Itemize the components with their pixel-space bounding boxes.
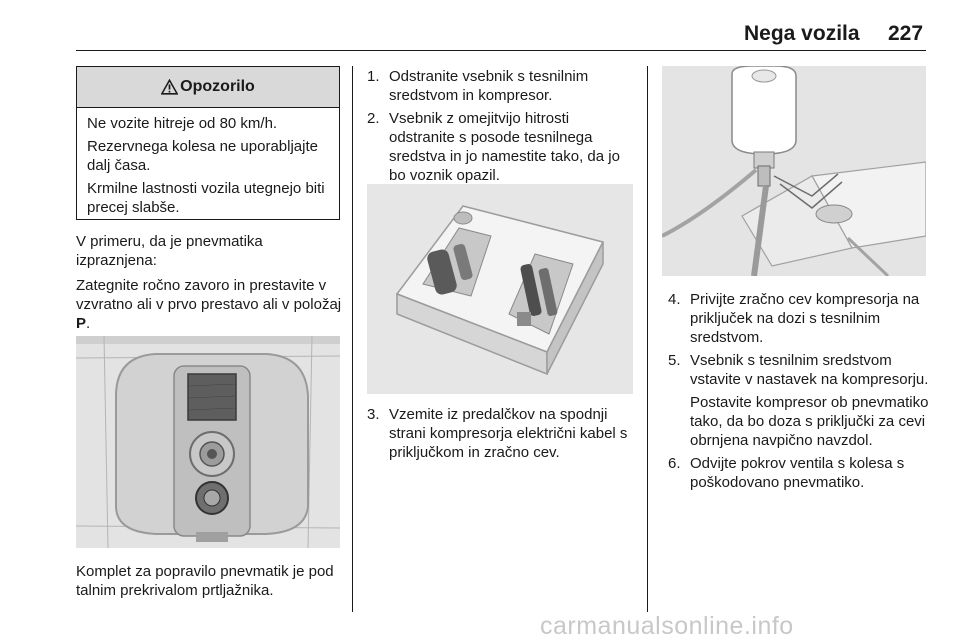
warning-box	[76, 66, 340, 220]
column-divider-right	[647, 66, 648, 612]
page-number: 227	[888, 22, 924, 45]
warning-line: Ne vozite hitreje od 80 km/h.	[87, 115, 278, 132]
warning-header	[77, 67, 339, 108]
list-item: 4. Privijte zračno cev kompresorja na priključek na dozi s tesnilnim sredstvom.	[668, 291, 920, 346]
list-item-note: Postavite kompresor ob pnevmatiko tako, da bo doza s priključki za cevi obrnjena navpično navzdol.	[690, 394, 929, 449]
list-item: 6. Odvijte pokrov ventila s kolesa s poškodovano pnevmatiko.	[668, 455, 905, 491]
column-divider-left	[352, 66, 353, 612]
list-item: 1. Odstranite vsebnik s tesnilnim sredstvom in kompresor.	[367, 68, 589, 104]
steps-list-top	[367, 67, 637, 189]
warning-body	[77, 108, 339, 217]
warning-title: Opozorilo	[180, 78, 255, 95]
list-item: 3. Vzemite iz predalčkov na spodnji strani kompresorja električni kabel s priključkom in zračno cev.	[367, 406, 628, 461]
paragraph-handbrake: Zategnite ročno zavoro in prestavite v vzvratno ali v prvo prestavo ali v položaj P.	[76, 277, 342, 332]
gear-position-p: P	[76, 315, 87, 332]
warning-line: Rezervnega kolesa ne uporabljajte dalj časa.	[87, 138, 318, 174]
list-item: 5. Vsebnik s tesnilnim sredstvom vstavite v nastavek na kompresorju. Postavite kompresor ob pnevmatiko tako, da bo doza s priključki za cevi obrnjena navpično navzdol.	[668, 352, 929, 449]
steps-list-right	[668, 290, 930, 496]
watermark-text: carmanualsonline.info	[540, 612, 794, 640]
trunk-repair-kit-illustration	[76, 336, 340, 548]
list-item: 2. Vsebnik z omejitvijo hitrosti odstranite s posode tesnilnega sredstva in jo namestite tako, da jo bo voznik opazil.	[367, 110, 620, 184]
warning-triangle-icon	[161, 79, 178, 95]
figure-caption: Komplet za popravilo pnevmatik je pod talnim prekrivalom prtljažnika.	[76, 563, 334, 599]
header-rule	[76, 50, 926, 51]
sealant-canister-illustration	[662, 66, 926, 276]
compressor-box-illustration	[367, 184, 633, 394]
paragraph-deflated: V primeru, da je pnevmatika izpraznjena:	[76, 233, 263, 269]
page-header-title: Nega vozila	[744, 22, 860, 45]
steps-list-bottom	[367, 405, 639, 466]
warning-line: Krmilne lastnosti vozila utegnejo biti precej slabše.	[87, 180, 325, 216]
